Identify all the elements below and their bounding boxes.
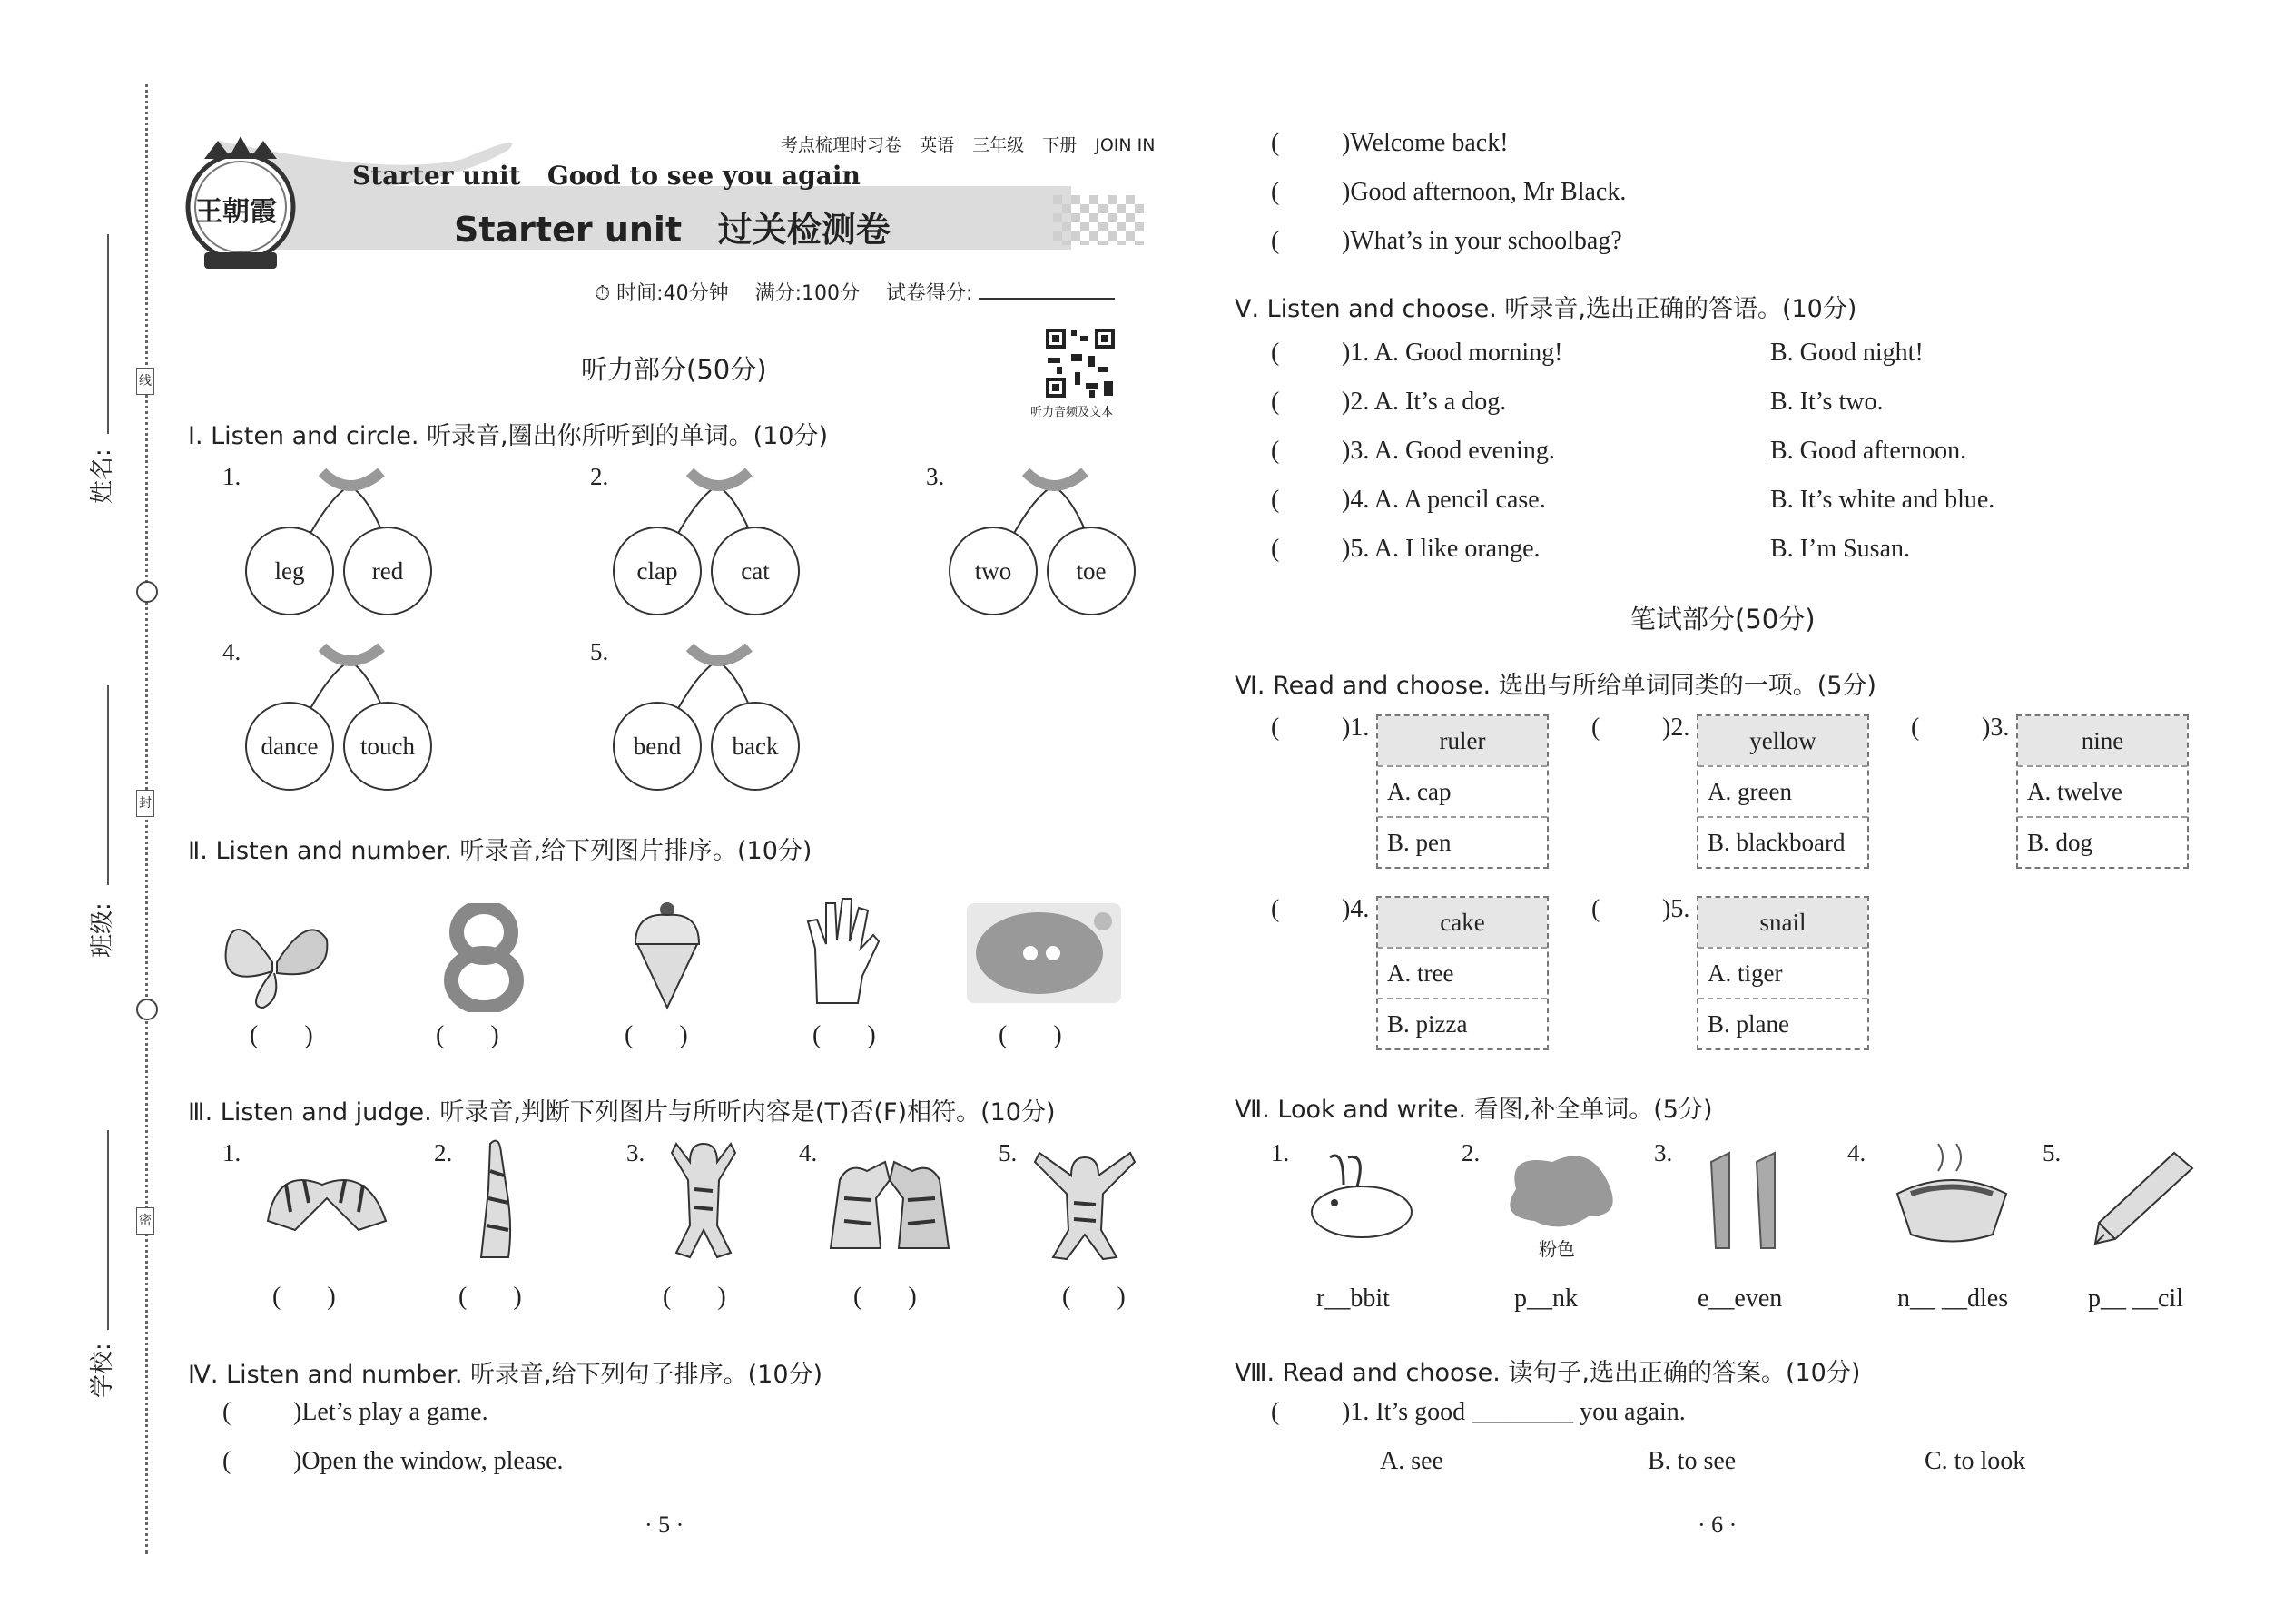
answer-paren[interactable]: ( xyxy=(1271,714,1280,742)
unit-title: Starter unit Good to see you again xyxy=(352,161,861,191)
option-b: B. Good night! xyxy=(1770,339,1924,367)
answer-paren[interactable]: ( xyxy=(1591,895,1600,923)
school-line xyxy=(107,1130,109,1330)
item-number: 1. xyxy=(1350,714,1370,742)
qr-caption: 听力音频及文本 xyxy=(1030,406,1114,419)
edition: JOIN IN xyxy=(1095,135,1156,155)
answer-paren[interactable]: ( xyxy=(1911,714,1920,742)
name-label: 姓名: xyxy=(89,448,116,504)
answer-paren[interactable]: ( xyxy=(222,1447,231,1475)
class-label: 班级: xyxy=(89,902,116,958)
item-number: 2. xyxy=(434,1139,453,1166)
option-b[interactable]: B. to see xyxy=(1648,1447,1737,1475)
paren-close: ) xyxy=(1342,129,1351,157)
clock-icon: ⏱ xyxy=(595,282,611,305)
option-b[interactable]: B. pizza xyxy=(1378,998,1547,1048)
item-number: 1. xyxy=(1271,1139,1290,1166)
answer-blank[interactable]: ( ) xyxy=(250,1021,333,1049)
paren-close: ) xyxy=(1342,227,1351,255)
subject: 英语 xyxy=(920,135,955,155)
section-2-title: Ⅱ. Listen and number. 听录音,给下列图片排序。(10分) xyxy=(188,837,812,865)
given-word: nine xyxy=(2018,716,2187,765)
tiger-stretch-icon xyxy=(463,1135,527,1262)
word-option[interactable]: toe xyxy=(1047,527,1136,615)
word-box xyxy=(1376,896,1549,1050)
answer-paren[interactable]: ( xyxy=(1271,486,1280,514)
pink-splash-icon xyxy=(1498,1144,1625,1235)
section-8-title: Ⅷ. Read and choose. 读句子,选出正确的答案。(10分) xyxy=(1235,1359,1861,1387)
option-b[interactable]: B. blackboard xyxy=(1698,816,1867,867)
item-number: 5. xyxy=(590,638,609,665)
pink-caption: 粉色 xyxy=(1539,1238,1575,1260)
option-b: B. I’m Susan. xyxy=(1770,535,1910,563)
paren-close: ) xyxy=(1342,178,1351,206)
listening-heading: 听力部分(50分) xyxy=(581,354,767,385)
paren-close: ) xyxy=(1342,895,1351,923)
word-blank[interactable]: n__ __dles xyxy=(1897,1284,2009,1313)
answer-paren[interactable]: ( xyxy=(1271,129,1280,157)
section-7-title: Ⅶ. Look and write. 看图,补全单词。(5分) xyxy=(1235,1096,1713,1124)
section-4-title: Ⅳ. Listen and number. 听录音,给下列句子排序。(10分) xyxy=(188,1361,823,1389)
choice-item-3 xyxy=(1911,714,2009,743)
item-number: 2. xyxy=(1670,714,1690,742)
paren-close: ) xyxy=(293,1447,302,1475)
item-number: 4. xyxy=(1350,895,1370,923)
option-a: 5. A. I like orange. xyxy=(1350,535,1541,563)
section-6-title: Ⅵ. Read and choose. 选出与所给单词同类的一项。(5分) xyxy=(1235,672,1876,700)
option-a: 3. A. Good evening. xyxy=(1350,437,1555,465)
circle-item-1 xyxy=(222,463,445,635)
word-option[interactable]: back xyxy=(711,702,800,791)
pencil-icon xyxy=(2088,1148,2197,1248)
word-option[interactable]: clap xyxy=(613,527,702,615)
given-word: yellow xyxy=(1698,716,1867,765)
given-word: ruler xyxy=(1378,716,1547,765)
item-number: 2. xyxy=(1462,1139,1481,1166)
given-word: snail xyxy=(1698,898,1867,947)
section-5-title: Ⅴ. Listen and choose. 听录音,选出正确的答语。(10分) xyxy=(1235,295,1857,323)
choice-item xyxy=(1271,535,1541,564)
section-3-title: Ⅲ. Listen and judge. 听录音,判断下列图片与所听内容是(T)否(F)相符。(10分) xyxy=(188,1098,1056,1127)
choice-item xyxy=(1271,437,1555,466)
word-box xyxy=(2016,714,2189,869)
answer-paren[interactable]: ( xyxy=(1591,714,1600,742)
answer-paren[interactable]: ( xyxy=(1271,895,1280,923)
option-a[interactable]: A. tree xyxy=(1378,947,1547,998)
sentence-item xyxy=(222,1447,564,1476)
answer-paren[interactable]: ( xyxy=(1271,227,1280,255)
word-blank[interactable]: r__bbit xyxy=(1316,1284,1390,1313)
sentence-item xyxy=(222,1398,488,1427)
answer-paren[interactable]: ( xyxy=(1271,437,1280,465)
item-number: 3. xyxy=(626,1139,645,1166)
word-blank[interactable]: e__even xyxy=(1698,1284,1783,1313)
answer-paren[interactable]: ( xyxy=(222,1398,231,1426)
word-blank[interactable]: p__ __cil xyxy=(2088,1284,2183,1313)
test-title: Starter unit 过关检测卷 xyxy=(454,210,891,250)
option-b[interactable]: B. plane xyxy=(1698,998,1867,1048)
circle-item-2 xyxy=(590,463,812,635)
answer-blank[interactable]: ( ) xyxy=(458,1283,542,1311)
school-label: 学校: xyxy=(89,1343,116,1398)
option-b: B. It’s white and blue. xyxy=(1770,486,1995,514)
butterfly-icon xyxy=(218,908,336,1012)
paren-close: ) xyxy=(1342,535,1351,563)
option-a[interactable]: A. cap xyxy=(1378,765,1547,816)
time-limit: 时间:40分钟 xyxy=(616,282,729,305)
binding-hole xyxy=(136,581,158,603)
noodles-bowl-icon xyxy=(1888,1139,2015,1253)
question-item xyxy=(1271,1398,1686,1427)
answer-paren[interactable]: ( xyxy=(1271,1398,1280,1426)
answer-blank[interactable]: ( ) xyxy=(999,1021,1082,1049)
paren-close: ) xyxy=(1342,1398,1351,1426)
choice-item xyxy=(1271,388,1506,417)
word-blank[interactable]: p__nk xyxy=(1514,1284,1578,1313)
name-line xyxy=(107,234,109,434)
writing-heading: 笔试部分(50分) xyxy=(1629,604,1816,635)
full-score: 满分:100分 xyxy=(754,282,860,305)
word-box xyxy=(1376,714,1549,869)
qr-code-icon xyxy=(1044,327,1117,399)
word-option[interactable]: cat xyxy=(711,527,800,615)
item-number: 1. xyxy=(222,463,241,490)
sentence-item xyxy=(1271,178,1626,207)
sentence-item xyxy=(1271,227,1622,256)
tigers-clap-icon xyxy=(826,1144,953,1253)
logo xyxy=(177,136,304,272)
rabbit-icon xyxy=(1294,1148,1421,1248)
item-number: 1. xyxy=(222,1139,241,1166)
answer-blank[interactable]: ( ) xyxy=(272,1283,356,1311)
option-a[interactable]: A. twelve xyxy=(2018,765,2187,816)
paren-close: ) xyxy=(1342,339,1351,367)
choice-item-1 xyxy=(1271,714,1369,743)
sentence-item xyxy=(1271,129,1509,158)
paren-close: ) xyxy=(1342,486,1351,514)
circle-item-4 xyxy=(222,638,445,811)
answer-paren[interactable]: ( xyxy=(1271,388,1280,416)
number-eleven-icon xyxy=(1698,1144,1797,1253)
paren-close: ) xyxy=(1662,895,1671,923)
score-field[interactable] xyxy=(979,298,1115,300)
option-a[interactable]: A. see xyxy=(1380,1447,1443,1475)
choice-item-2 xyxy=(1591,714,1689,743)
series-name: 考点梳理时习卷 xyxy=(781,135,902,155)
answer-paren[interactable]: ( xyxy=(1271,178,1280,206)
option-b[interactable]: B. pen xyxy=(1378,816,1547,867)
word-option[interactable]: bend xyxy=(613,702,702,791)
tree-icon xyxy=(967,903,1121,1003)
word-box xyxy=(1697,896,1869,1050)
binding-hole xyxy=(136,999,158,1020)
paren-close: ) xyxy=(1982,714,1991,742)
answer-blank[interactable]: ( ) xyxy=(853,1283,937,1311)
binding-mark: 密 xyxy=(136,1207,154,1235)
item-number: 4. xyxy=(222,638,241,665)
sentence-text: Let’s play a game. xyxy=(301,1398,488,1426)
binding-dotted-line xyxy=(145,84,148,1554)
item-number: 2. xyxy=(590,463,609,490)
word-option[interactable]: dance xyxy=(245,702,334,791)
sentence-text: Good afternoon, Mr Black. xyxy=(1350,178,1627,206)
answer-blank[interactable]: ( ) xyxy=(625,1021,708,1049)
option-b: B. Good afternoon. xyxy=(1770,437,1967,465)
binding-mark: 封 xyxy=(136,790,154,817)
option-a[interactable]: A. tiger xyxy=(1698,947,1867,998)
score-label: 试卷得分: xyxy=(886,282,973,305)
page-number-right: · 6 · xyxy=(1698,1511,1738,1538)
paren-close: ) xyxy=(1342,714,1351,742)
hand-icon xyxy=(799,894,881,1012)
item-number: 3. xyxy=(1990,714,2010,742)
answer-paren[interactable]: ( xyxy=(1271,535,1280,563)
ice-cream-icon xyxy=(626,899,708,1012)
paren-close: ) xyxy=(1662,714,1671,742)
binding-mark: 线 xyxy=(136,368,154,395)
choice-item xyxy=(1271,339,1562,368)
word-option[interactable]: red xyxy=(343,527,432,615)
answer-blank[interactable]: ( ) xyxy=(1062,1283,1146,1311)
paren-close: ) xyxy=(1342,388,1351,416)
option-a: 2. A. It’s a dog. xyxy=(1350,388,1507,416)
item-number: 4. xyxy=(799,1139,818,1166)
option-a: 4. A. A pencil case. xyxy=(1350,486,1546,514)
logo-text: 王朝霞 xyxy=(195,196,277,228)
answer-blank[interactable]: ( ) xyxy=(812,1021,896,1049)
option-c[interactable]: C. to look xyxy=(1925,1447,2026,1475)
word-option[interactable]: leg xyxy=(245,527,334,615)
option-a: 1. A. Good morning! xyxy=(1350,339,1563,367)
page-number-left: · 5 · xyxy=(645,1511,684,1538)
item-number: 5. xyxy=(1670,895,1690,923)
option-a[interactable]: A. green xyxy=(1698,765,1867,816)
given-word: cake xyxy=(1378,898,1547,947)
item-number: 3. xyxy=(926,463,945,490)
answer-paren[interactable]: ( xyxy=(1271,339,1280,367)
volume: 下册 xyxy=(1042,135,1078,155)
word-option[interactable]: two xyxy=(949,527,1038,615)
paren-close: ) xyxy=(293,1398,302,1426)
item-number: 5. xyxy=(2043,1139,2062,1166)
choice-item-4 xyxy=(1271,895,1369,924)
grade: 三年级 xyxy=(972,135,1025,155)
circle-item-3 xyxy=(926,463,1148,635)
option-b[interactable]: B. dog xyxy=(2018,816,2187,867)
sentence-text: Welcome back! xyxy=(1350,129,1509,157)
item-number: 4. xyxy=(1847,1139,1866,1166)
answer-blank[interactable]: ( ) xyxy=(663,1283,746,1311)
tiger-jump-icon xyxy=(663,1135,744,1262)
section-1-title: Ⅰ. Listen and circle. 听录音,圈出你所听到的单词。(10分) xyxy=(188,422,828,450)
answer-blank[interactable]: ( ) xyxy=(436,1021,519,1049)
item-number: 5. xyxy=(999,1139,1018,1166)
number-eight-icon xyxy=(443,903,525,1012)
sentence-text: Open the window, please. xyxy=(301,1447,564,1475)
question-text: 1. It’s good ________ you again. xyxy=(1350,1398,1686,1426)
circle-item-5 xyxy=(590,638,812,811)
word-box xyxy=(1697,714,1869,869)
paren-close: ) xyxy=(1342,437,1351,465)
tiger-arms-up-icon xyxy=(1030,1139,1139,1262)
exam-info xyxy=(595,278,1115,306)
choice-item xyxy=(1271,486,1546,515)
choice-item-5 xyxy=(1591,895,1689,924)
option-b: B. It’s two. xyxy=(1770,388,1884,416)
word-option[interactable]: touch xyxy=(343,702,432,791)
sentence-text: What’s in your schoolbag? xyxy=(1350,227,1622,255)
item-number: 3. xyxy=(1654,1139,1673,1166)
tigers-hug-icon xyxy=(259,1148,395,1239)
class-line xyxy=(107,685,109,885)
